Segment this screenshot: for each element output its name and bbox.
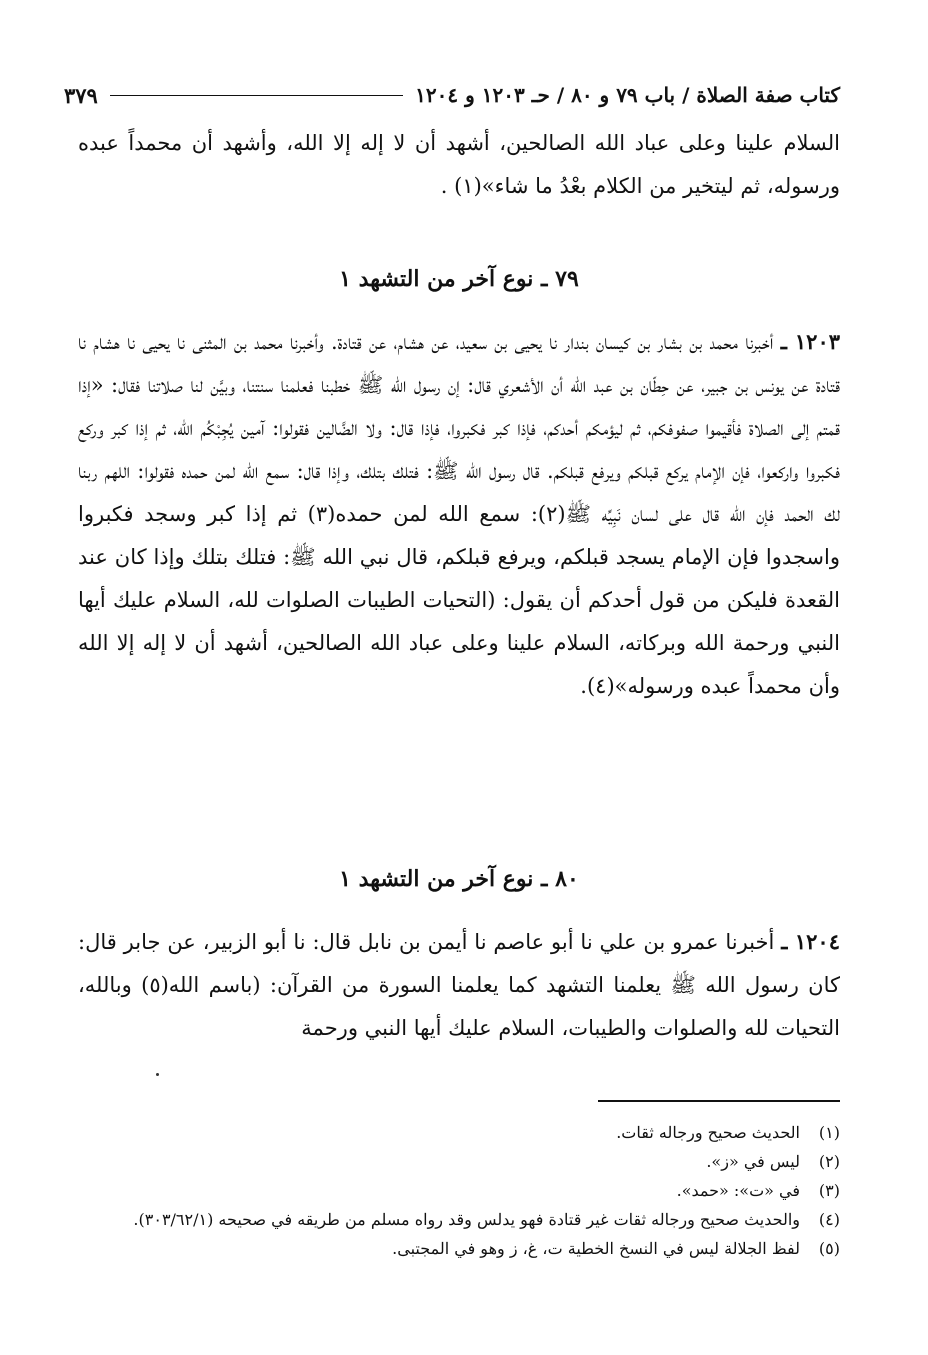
- hadith-text: أخبرنا عمرو بن علي نا أبو عاصم نا أيمن بن نابل قال: نا أبو الزبير، عن جابر قال: كان رسول الله ﷺ يعلمنا التشهد كما يعلمنا السورة من القرآن: (باسم الله(٥) وبالله، التحيات لله والصلوات والطيبات، السلام عليك أيها النبي ورحمة: [78, 930, 840, 1040]
- footnote-text: لفظ الجلالة ليس في النسخ الخطية ت، غ، ز وهو في المجتبى.: [392, 1239, 800, 1258]
- footnote-text: ليس في «ز».: [706, 1152, 800, 1171]
- hadith-1204: [78, 920, 840, 1050]
- hadith-1203: [78, 320, 840, 708]
- footnote: [78, 1234, 840, 1263]
- footnotes: [78, 1118, 840, 1263]
- section-heading-80: ٨٠ ـ نوع آخر من التشهد ١: [339, 866, 579, 892]
- footnote: [78, 1118, 840, 1147]
- footnote-number: (٥): [818, 1239, 840, 1258]
- running-title: كتاب صفة الصلاة / باب ٧٩ و ٨٠ / حـ ١٢٠٣ و ١٢٠٤: [415, 83, 840, 107]
- footnote-number: (٤): [818, 1210, 840, 1229]
- footnote-number: (٢): [818, 1152, 840, 1171]
- footnote-text: في «ت»: «حمد».: [676, 1181, 800, 1200]
- footnote-text: والحديث صحيح ورجاله ثقات غير قتادة فهو يدلس وقد رواه مسلم من طريقه في صحيحه (٣٠٣/٦٢/١).: [133, 1210, 800, 1229]
- footnote: [78, 1147, 840, 1176]
- footnote: [78, 1176, 840, 1205]
- intro-paragraph: السلام علينا وعلى عباد الله الصالحين، أشهد أن لا إله إلا الله، وأشهد أن محمداً عبده ورسوله، ثم ليتخير من الكلام بعْدُ ما شاء»(١) .: [78, 131, 840, 198]
- header-rule: [110, 95, 403, 96]
- hadith-text: أخبرنا محمد بن بشار بن كيسان بندار نا يحيى بن سعيد، عن هشام، عن قتادة. وأخبرنا محمد بن المثنى نا يحيى نا هشام نا قتادة عن يونس بن جبير، عن حِطّان بن عبد الله أن الأشعري قال: إن رسول الله ﷺ خطبنا فعلمنا سنتنا، وبيَّن لنا صلاتنا فقال: «إذا قمتم إلى الصلاة فأقيموا صفوفكم، ثم ليؤمكم أحدكم، فإذا كبر فكبروا، فإذا قال: ولا الضَّالين فقولوا: آمين يُجِبْكُم الله، ثم إذا كبر وركع فكبروا واركعوا، فإن الإمام يركع قبلكم ويرفع قبلكم. قال رسول الله ﷺ: فتلك بتلك، وإذا قال: سمع الله لمن حمده فقولوا: اللهم ربنا لك الحمد فإن الله قال على لسان نَبِيِّه ﷺ(٢): سمع الله لمن حمده(٣) ثم إذا كبر وسجد فكبروا واسجدوا فإن الإمام يسجد قبلكم، ويرفع قبلكم، قال نبي الله ﷺ: فتلك بتلك وإذا كان عند القعدة فليكن من قول أحدكم أن يقول: (التحيات الطيبات الصلوات لله، السلام عليك أيها النبي ورحمة الله وبركاته، السلام علينا وعلى عباد الله الصالحين، أشهد أن لا إله إلا الله وأن محمداً عبده ورسوله»(٤).: [78, 330, 840, 698]
- hadith-number: ١٢٠٤ ـ: [781, 929, 840, 954]
- running-header: [64, 78, 840, 112]
- footnote: [78, 1205, 840, 1234]
- footnote-text: الحديث صحيح ورجاله ثقات.: [616, 1123, 800, 1142]
- page-number: ٣٧٩: [64, 82, 98, 108]
- footnote-rule: [598, 1100, 840, 1102]
- footnote-number: (١): [818, 1123, 840, 1142]
- footnote-number: (٣): [818, 1181, 840, 1200]
- hadith-number: ١٢٠٣ ـ: [780, 329, 841, 354]
- section-heading-79: ٧٩ ـ نوع آخر من التشهد ١: [339, 266, 579, 292]
- ink-speck: [156, 1073, 159, 1076]
